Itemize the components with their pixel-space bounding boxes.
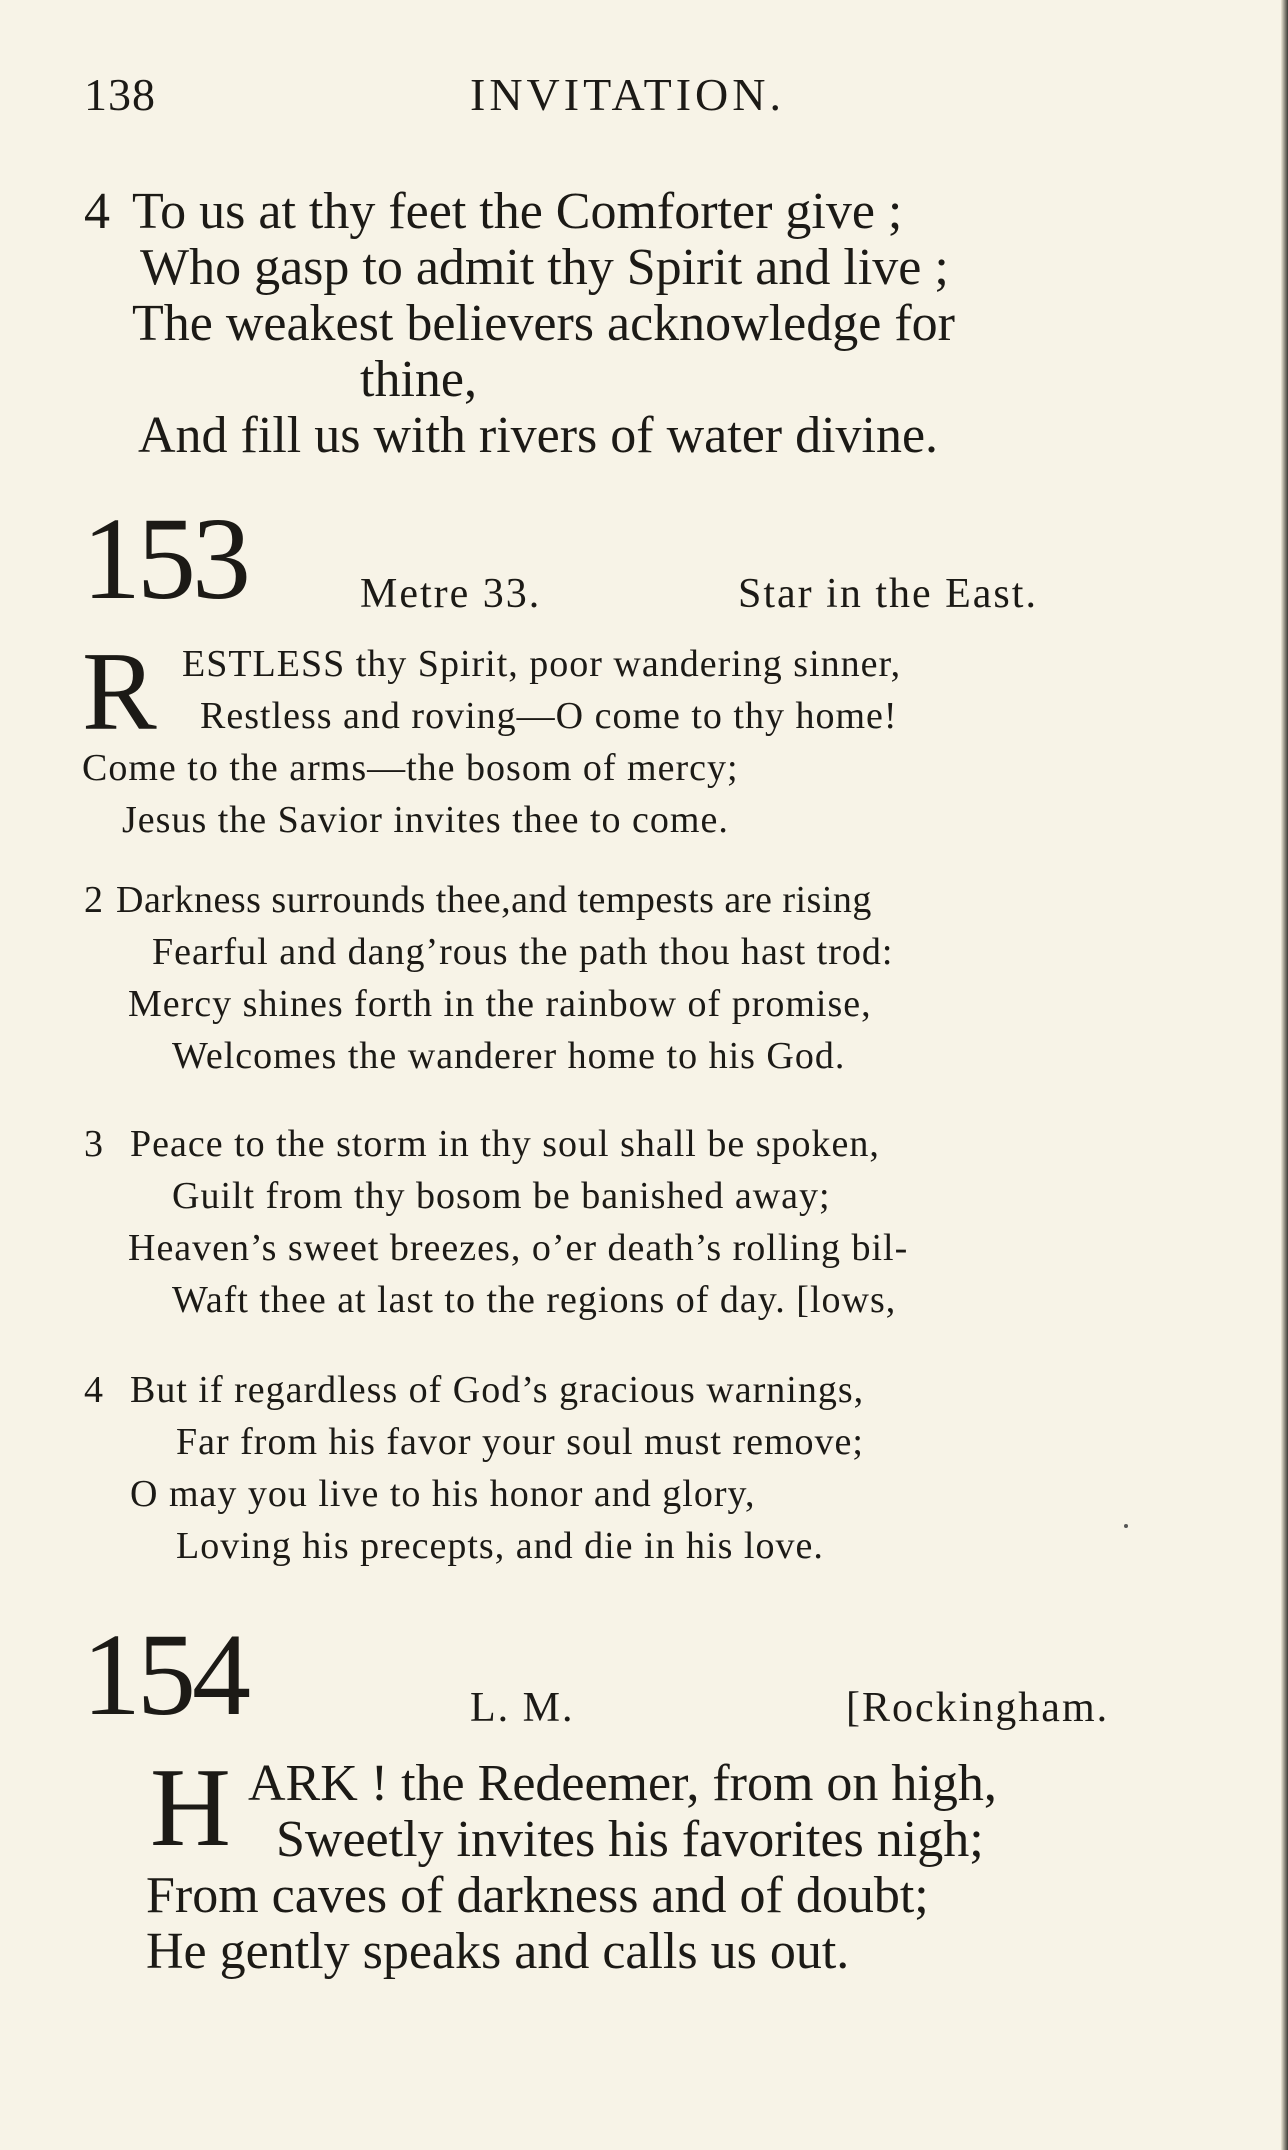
verse-line: Guilt from thy bosom be banished away; xyxy=(172,1175,831,1217)
verse-line: Jesus the Savior invites thee to come. xyxy=(122,799,729,841)
metre-text: Metre 33. xyxy=(360,571,542,617)
verse-line: Mercy shines forth in the rainbow of promise, xyxy=(128,983,872,1025)
hymn-metre xyxy=(360,570,541,618)
metre-text: L. M. xyxy=(470,1685,575,1731)
page-edge-shadow xyxy=(1281,0,1288,2150)
verse-line: From caves of darkness and of doubt; xyxy=(146,1867,929,1924)
verse-line: Restless and roving—O come to thy home! xyxy=(200,695,898,737)
stray-mark xyxy=(1124,1524,1128,1528)
verse-line: thine, xyxy=(360,351,477,408)
verse-line: He gently speaks and calls us out. xyxy=(146,1923,850,1980)
hymn-tune xyxy=(846,1684,1109,1732)
verse-line: But if regardless of God’s gracious warnings, xyxy=(130,1369,865,1411)
verse-line: To us at thy feet the Comforter give ; xyxy=(132,183,903,240)
verse-line: Loving his precepts, and die in his love. xyxy=(176,1525,824,1567)
drop-cap: H xyxy=(150,1746,231,1870)
verse-number: 4 xyxy=(84,183,110,240)
verse-line: ESTLESS thy Spirit, poor wandering sinner, xyxy=(182,643,902,685)
verse-number: 2 xyxy=(84,879,104,921)
verse-line: Peace to the storm in thy soul shall be spoken, xyxy=(130,1123,880,1165)
verse-line: Fearful and dang’rous the path thou hast trod: xyxy=(152,931,894,973)
tune-text: Star in the East. xyxy=(738,571,1038,617)
verse-line: ARK ! the Redeemer, from on high, xyxy=(248,1755,997,1812)
verse-line: Welcomes the wanderer home to his God. xyxy=(172,1035,846,1077)
hymn-tune xyxy=(738,570,1038,618)
verse-line: O may you live to his honor and glory, xyxy=(130,1473,756,1515)
verse-line: Who gasp to admit thy Spirit and live ; xyxy=(140,239,949,296)
verse-line: Sweetly invites his favorites nigh; xyxy=(276,1811,984,1868)
verse-line: The weakest believers acknowledge for xyxy=(132,295,955,352)
running-title: INVITATION. xyxy=(470,69,785,120)
verse-number: 3 xyxy=(84,1123,104,1165)
verse-line: Darkness surrounds thee,and tempests are rising xyxy=(116,879,872,921)
drop-cap: R xyxy=(82,630,157,754)
hymn-number: 154 xyxy=(82,1609,247,1740)
verse-line: Far from his favor your soul must remove; xyxy=(176,1421,864,1463)
tune-text: [Rockingham. xyxy=(846,1685,1110,1731)
hymn-metre xyxy=(470,1684,575,1732)
verse-line: Waft thee at last to the regions of day. [lows, xyxy=(172,1279,897,1321)
page-number: 138 xyxy=(84,69,156,120)
hymn-number: 153 xyxy=(82,493,247,624)
verse-line: And fill us with rivers of water divine. xyxy=(138,407,939,464)
verse-line: Heaven’s sweet breezes, o’er death’s rolling bil- xyxy=(128,1227,909,1269)
verse-line: Come to the arms—the bosom of mercy; xyxy=(82,747,739,789)
verse-number: 4 xyxy=(84,1369,104,1411)
